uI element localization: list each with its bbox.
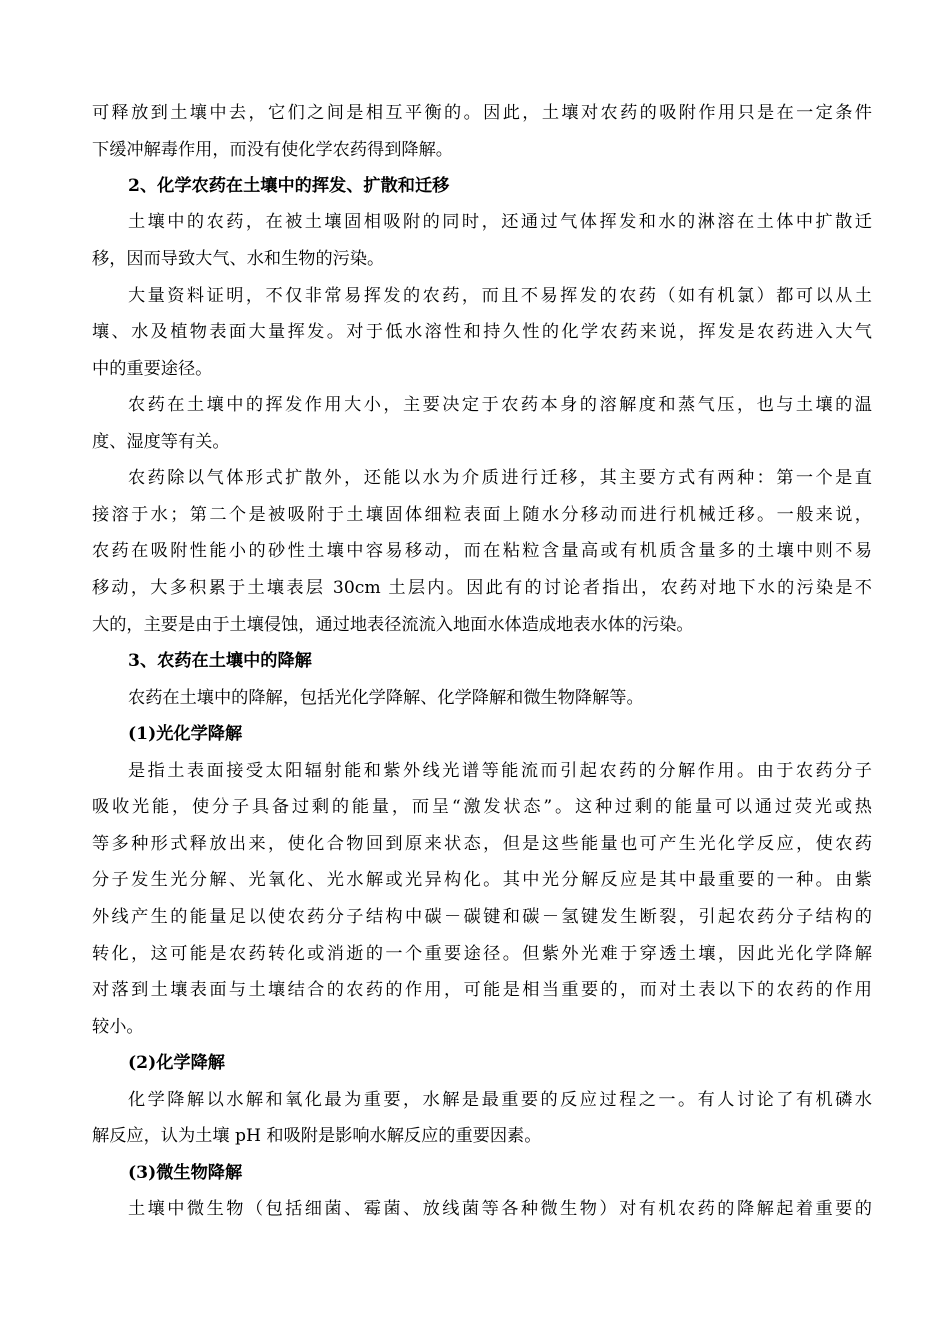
subsection-heading-chemical: (2)化学降解 (128, 1053, 225, 1073)
subsection-heading-microbial: (3)微生物降解 (128, 1163, 243, 1183)
body-text-line: 分子发生光分解、光氧化、光水解或光异构化。其中光分解反应是其中最重要的一种。由紫 (92, 870, 872, 890)
body-text-line: 转化，这可能是农药转化或消逝的一个重要途径。但紫外光难于穿透土壤，因此光化学降解 (92, 944, 872, 964)
section-heading-2: 2、化学农药在土壤中的挥发、扩散和迁移 (128, 176, 450, 196)
section-heading-3: 3、农药在土壤中的降解 (128, 651, 312, 671)
body-text-line: 较小。 (92, 1017, 144, 1037)
body-text-line: 外线产生的能量足以使农药分子结构中碳－碳键和碳－氢键发生断裂，引起农药分子结构的 (92, 907, 872, 927)
body-text-line: 解反应，认为土壤 pH 和吸附是影响水解反应的重要因素。 (92, 1126, 542, 1146)
body-text-line: 土壤中微生物（包括细菌、霉菌、放线菌等各种微生物）对有机农药的降解起着重要的 (128, 1199, 872, 1219)
body-text-line: 吸收光能，使分子具备过剩的能量，而呈“激发状态”。这种过剩的能量可以通过荧光或热 (92, 797, 872, 817)
body-text-line: 中的重要途径。 (92, 359, 213, 379)
body-text-line: 农药在土壤中的降解，包括光化学降解、化学降解和微生物降解等。 (128, 688, 644, 708)
body-text-line: 可释放到土壤中去，它们之间是相互平衡的。因此，土壤对农药的吸附作用只是在一定条件 (92, 103, 872, 123)
body-text-line: 土壤中的农药，在被土壤固相吸附的同时，还通过气体挥发和水的淋溶在土体中扩散迁 (128, 212, 872, 232)
body-text-line: 化学降解以水解和氧化最为重要，水解是最重要的反应过程之一。有人讨论了有机磷水 (128, 1090, 872, 1110)
body-text-line: 大的，主要是由于土壤侵蚀，通过地表径流流入地面水体造成地表水体的污染。 (92, 615, 694, 635)
body-text-line: 农药除以气体形式扩散外，还能以水为介质进行迁移，其主要方式有两种：第一个是直 (128, 468, 872, 488)
subsection-heading-photochemical: (1)光化学降解 (128, 724, 243, 744)
body-text-line: 对落到土壤表面与土壤结合的农药的作用，可能是相当重要的，而对土表以下的农药的作用 (92, 980, 872, 1000)
body-text-line: 下缓冲解毒作用，而没有使化学农药得到降解。 (92, 140, 453, 160)
body-text-line: 壤、水及植物表面大量挥发。对于低水溶性和持久性的化学农药来说，挥发是农药进入大气 (92, 322, 872, 342)
body-text-line: 等多种形式释放出来，使化合物回到原来状态，但是这些能量也可产生光化学反应，使农药 (92, 834, 872, 854)
body-text-line: 农药在吸附性能小的砂性土壤中容易移动，而在粘粒含量高或有机质含量多的土壤中则不易 (92, 541, 872, 561)
body-text-line: 度、湿度等有关。 (92, 432, 230, 452)
body-text-line: 移，因而导致大气、水和生物的污染。 (92, 249, 385, 269)
body-text-line: 是指土表面接受太阳辐射能和紫外线光谱等能流而引起农药的分解作用。由于农药分子 (128, 761, 872, 781)
body-text-line: 接溶于水；第二个是被吸附于土壤固体细粒表面上随水分移动而进行机械迁移。一般来说， (92, 505, 872, 525)
body-text-line: 移动，大多积累于土壤表层 30cm 土层内。因此有的讨论者指出，农药对地下水的污染是不 (92, 578, 872, 598)
body-text-line: 农药在土壤中的挥发作用大小，主要决定于农药本身的溶解度和蒸气压，也与土壤的温 (128, 395, 872, 415)
body-text-line: 大量资料证明，不仅非常易挥发的农药，而且不易挥发的农药（如有机氯）都可以从土 (128, 286, 872, 306)
